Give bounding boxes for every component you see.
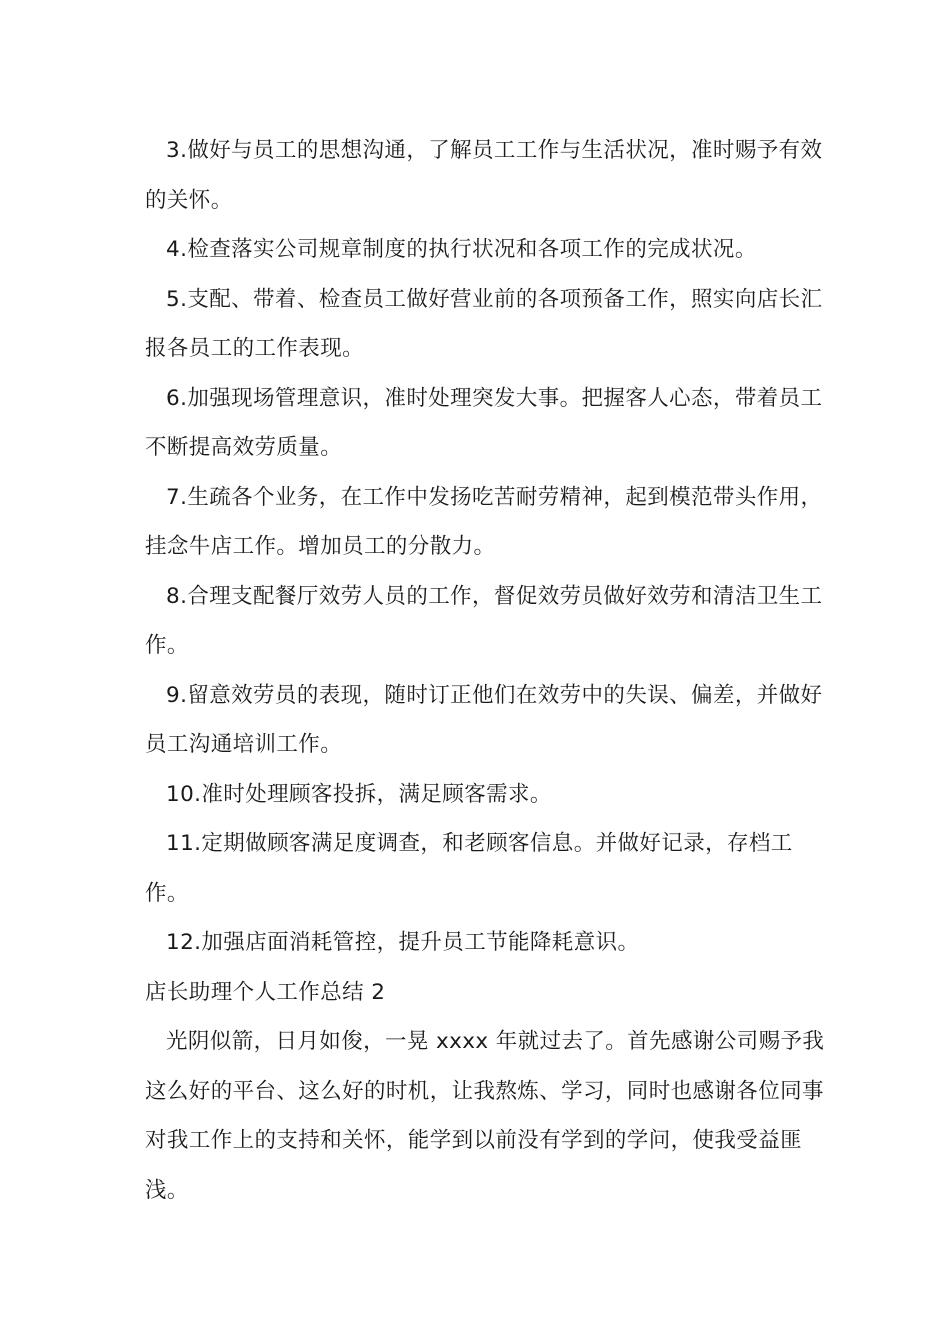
list-item-11: 11.定期做顾客满足度调查，和老顾客信息。并做好记录，存档工作。: [145, 831, 793, 906]
list-item-7: 7.生疏各个业务，在工作中发扬吃苦耐劳精神，起到模范带头作用，挂念牛店工作。增加员工的分散力。: [145, 484, 823, 559]
intro-paragraph: 光阴似箭，日月如俊，一晃 xxxx 年就过去了。首先感谢公司赐予我这么好的平台、这么好的时机，让我熬炼、学习，同时也感谢各位同事对我工作上的支持和关怀，能学到以前没有学到的学问，使我受益匪浅。: [145, 1029, 825, 1203]
list-item-8: 8.合理支配餐厅效劳人员的工作，督促效劳员做好效劳和清洁卫生工作。: [145, 583, 823, 658]
list-item-5: 5.支配、带着、检查员工做好营业前的各项预备工作，照实向店长汇报各员工的工作表现。: [145, 286, 823, 361]
list-item-12: 12.加强店面消耗管控，提升员工节能降耗意识。: [166, 930, 640, 955]
list-item-3: 3.做好与员工的思想沟通，了解员工工作与生活状况，准时赐予有效的关怀。: [145, 138, 823, 213]
list-item-6: 6.加强现场管理意识，准时处理突发大事。把握客人心态，带着员工不断提高效劳质量。: [145, 385, 823, 460]
list-item-10: 10.准时处理顾客投拆，满足顾客需求。: [166, 781, 552, 807]
section-title: 店长助理个人工作总结 2: [145, 979, 386, 1005]
list-item-4: 4.检查落实公司规章制度的执行状况和各项工作的完成状况。: [166, 237, 757, 262]
list-item-9: 9.留意效劳员的表现，随时订正他们在效劳中的失误、偏差，并做好员工沟通培训工作。: [145, 682, 823, 757]
document-body: [145, 126, 835, 1215]
